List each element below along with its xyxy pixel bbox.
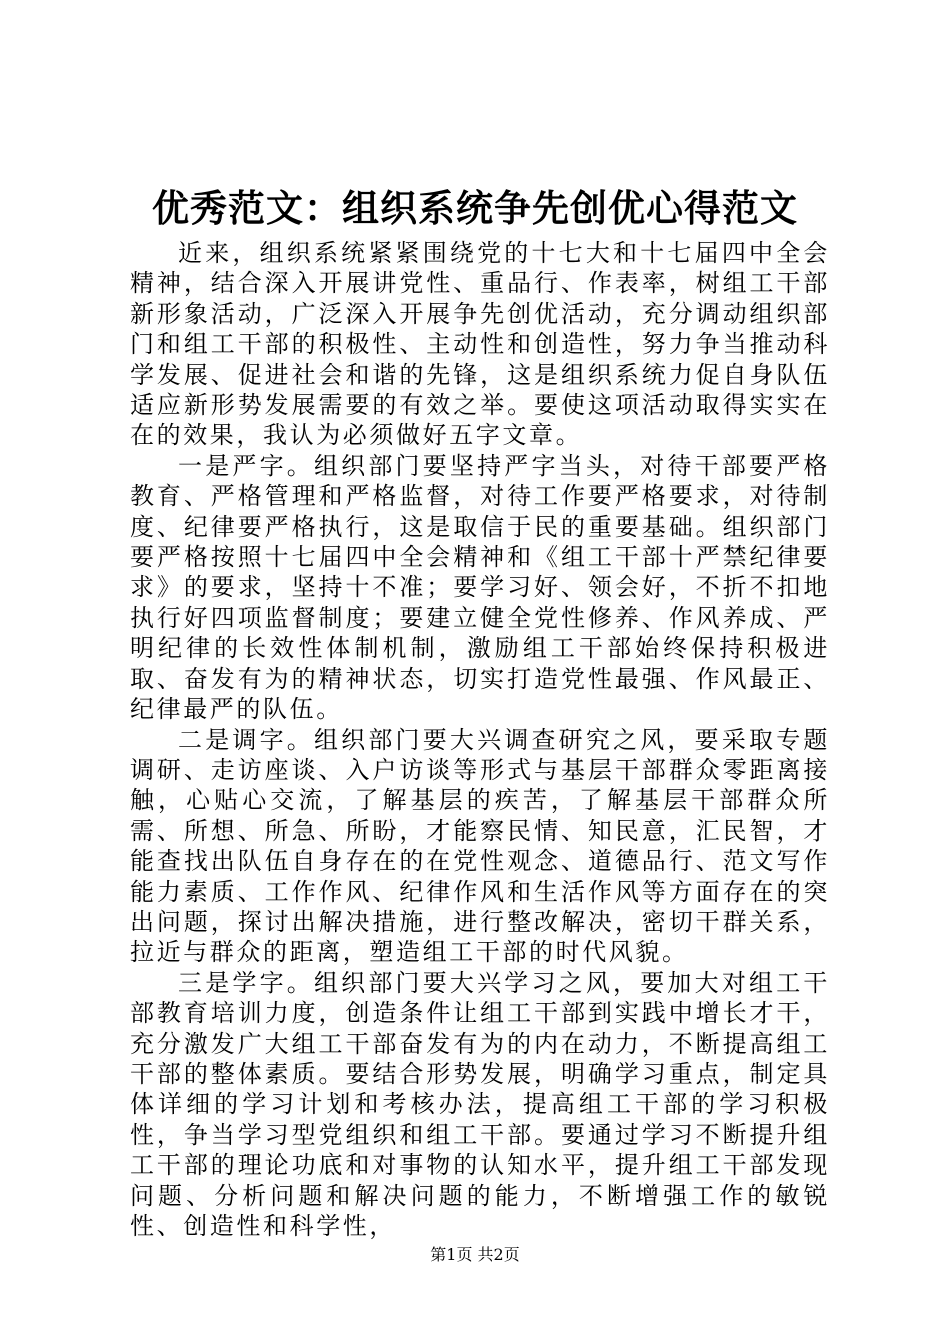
- paragraph-intro: 近来，组织系统紧紧围绕党的十七大和十七届四中全会精神，结合深入开展讲党性、重品行、作表率，树组工干部新形象活动，广泛深入开展争先创优活动，充分调动组织部门和组工干部的积极性、主动性和创造性，努力争当推动科学发展、促进社会和谐的先锋，这是组织系统力促自身队伍适应新形势发展需要的有效之举。要使这项活动取得实实在在的效果，我认为必须做好五字文章。: [130, 239, 830, 450]
- page-number-current: 第1页: [430, 1245, 473, 1264]
- document-title: 优秀范文：组织系统争先创优心得范文: [152, 187, 798, 230]
- paragraph-study: 三是学字。组织部门要大兴学习之风，要加大对组工干部教育培训力度，创造条件让组工干部到实践中增长才干，充分激发广大组工干部奋发有为的内在动力，不断提高组工干部的整体素质。要结合形势发展，明确学习重点，制定具体详细的学习计划和考核办法，提高组工干部的学习积极性，争当学习型党组织和组工干部。要通过学习不断提升组工干部的理论功底和对事物的认知水平，提升组工干部发现问题、分析问题和解决问题的能力，不断增强工作的敏锐性、创造性和科学性，: [130, 968, 830, 1240]
- page-footer: [0, 1244, 950, 1266]
- paragraph-research: 二是调字。组织部门要大兴调查研究之风，要采取专题调研、走访座谈、入户访谈等形式与基层干部群众零距离接触，心贴心交流，了解基层的疾苦，了解基层干部群众所需、所想、所急、所盼，才能察民情、知民意，汇民智，才能查找出队伍自身存在的在党性观念、道德品行、范文写作能力素质、工作作风、纪律作风和生活作风等方面存在的突出问题，探讨出解决措施，进行整改解决，密切干群关系，拉近与群众的距离，塑造组工干部的时代风貌。: [130, 725, 830, 967]
- document-body: [130, 238, 830, 1241]
- page-number-total: 共2页: [477, 1245, 520, 1264]
- paragraph-strict: 一是严字。组织部门要坚持严字当头，对待干部要严格教育、严格管理和严格监督，对待工作要严格要求，对待制度、纪律要严格执行，这是取信于民的重要基础。组织部门要严格按照十七届四中全会精神和《组工干部十严禁纪律要求》的要求，坚持十不准；要学习好、领会好，不折不扣地执行好四项监督制度；要建立健全党性修养、作风养成、严明纪律的长效性体制机制，激励组工干部始终保持积极进取、奋发有为的精神状态，切实打造党性最强、作风最正、纪律最严的队伍。: [130, 451, 830, 724]
